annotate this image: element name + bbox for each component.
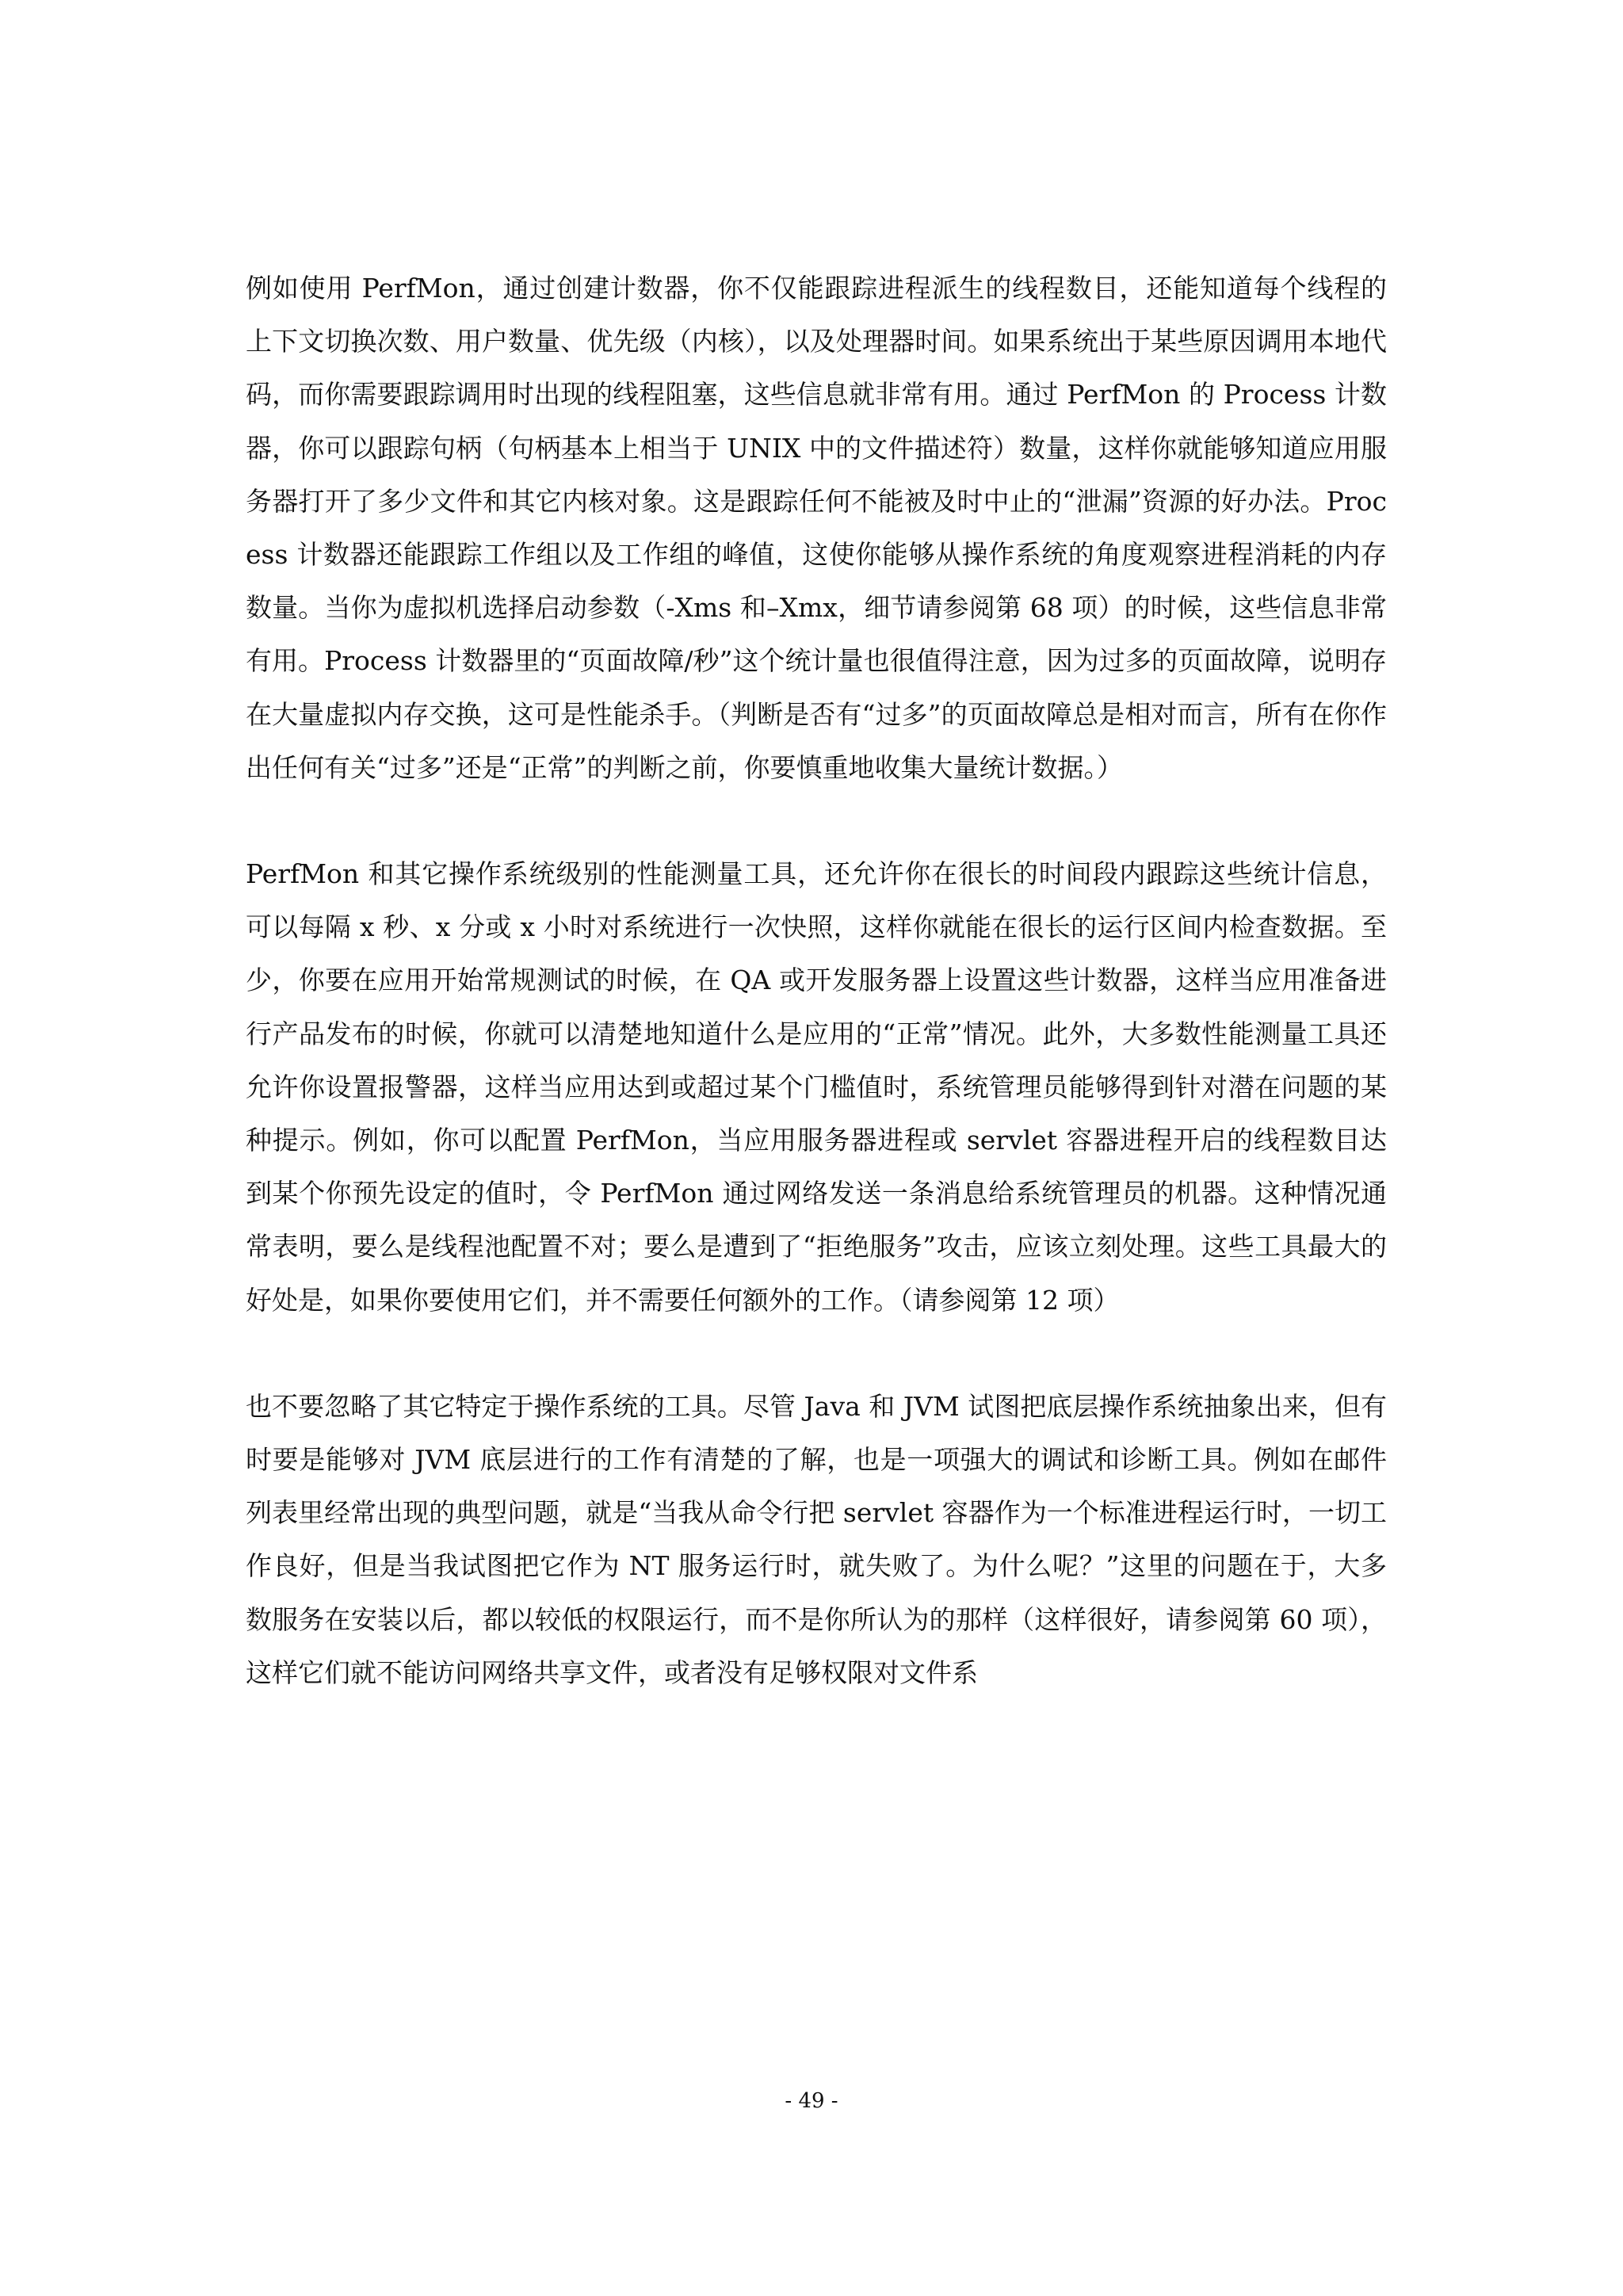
paragraph-gap [246,1327,1387,1380]
paragraph-perfmon-monitoring: PerfMon 和其它操作系统级别的性能测量工具，还允许你在很长的时间段内跟踪这些统计信息，可以每隔 x 秒、x 分或 x 小时对系统进行一次快照，这样你就能在很长的运行区间内检查数据。至少，你要在应用开始常规测试的时候，在 QA 或开发服务器上设置这些计数器，这样当应用准备进行产品发布的时候，你就可以清楚地知道什么是应用的“正常”情况。此外，大多数性能测量工具还允许你设置报警器，这样当应用达到或超过某个门槛值时，系统管理员能够得到针对潜在问题的某种提示。例如，你可以配置 PerfMon，当应用服务器进程或 servlet 容器进程开启的线程数目达到某个你预先设定的值时，令 PerfMon 通过网络发送一条消息给系统管理员的机器。这种情况通常表明，要么是线程池配置不对；要么是遭到了“拒绝服务”攻击，应该立刻处理。这些工具最大的好处是，如果你要使用它们，并不需要任何额外的工作。（请参阅第 12 项） [246,858,1387,1316]
page-body [246,262,1387,1699]
page-number: - 49 - [785,2089,838,2113]
paragraph-perfmon-counters: 例如使用 PerfMon，通过创建计数器，你不仅能跟踪进程派生的线程数目，还能知道每个线程的上下文切换次数、用户数量、优先级（内核），以及处理器时间。如果系统出于某些原因调用本地代码，而你需要跟踪调用时出现的线程阻塞，这些信息就非常有用。通过 PerfMon 的 Process 计数器，你可以跟踪句柄（句柄基本上相当于 UNIX 中的文件描述符）数量，这样你就能够知道应用服务器打开了多少文件和其它内核对象。这是跟踪任何不能被及时中止的“泄漏”资源的好办法。Process 计数器还能跟踪工作组以及工作组的峰值，这使你能够从操作系统的角度观察进程消耗的内存数量。当你为虚拟机选择启动参数（-Xms 和–Xmx，细节请参阅第 68 项）的时候，这些信息非常有用。Process 计数器里的“页面故障/秒”这个统计量也很值得注意，因为过多的页面故障，说明存在大量虚拟内存交换，这可是性能杀手。（判断是否有“过多”的页面故障总是相对而言，所有在你作出任何有关“过多”还是“正常”的判断之前，你要慎重地收集大量统计数据。） [246,273,1387,783]
paragraph-gap [246,794,1387,847]
paragraph-os-tools: 也不要忽略了其它特定于操作系统的工具。尽管 Java 和 JVM 试图把底层操作系统抽象出来，但有时要是能够对 JVM 底层进行的工作有清楚的了解，也是一项强大的调试和诊断工具。例如在邮件列表里经常出现的典型问题，就是“当我从命令行把 servlet 容器作为一个标准进程运行时，一切工作良好，但是当我试图把它作为 NT 服务运行时，就失败了。为什么呢？”这里的问题在于，大多数服务在安装以后，都以较低的权限运行，而不是你所认为的那样（这样很好，请参阅第 60 项），这样它们就不能访问网络共享文件，或者没有足够权限对文件系 [246,1390,1387,1688]
